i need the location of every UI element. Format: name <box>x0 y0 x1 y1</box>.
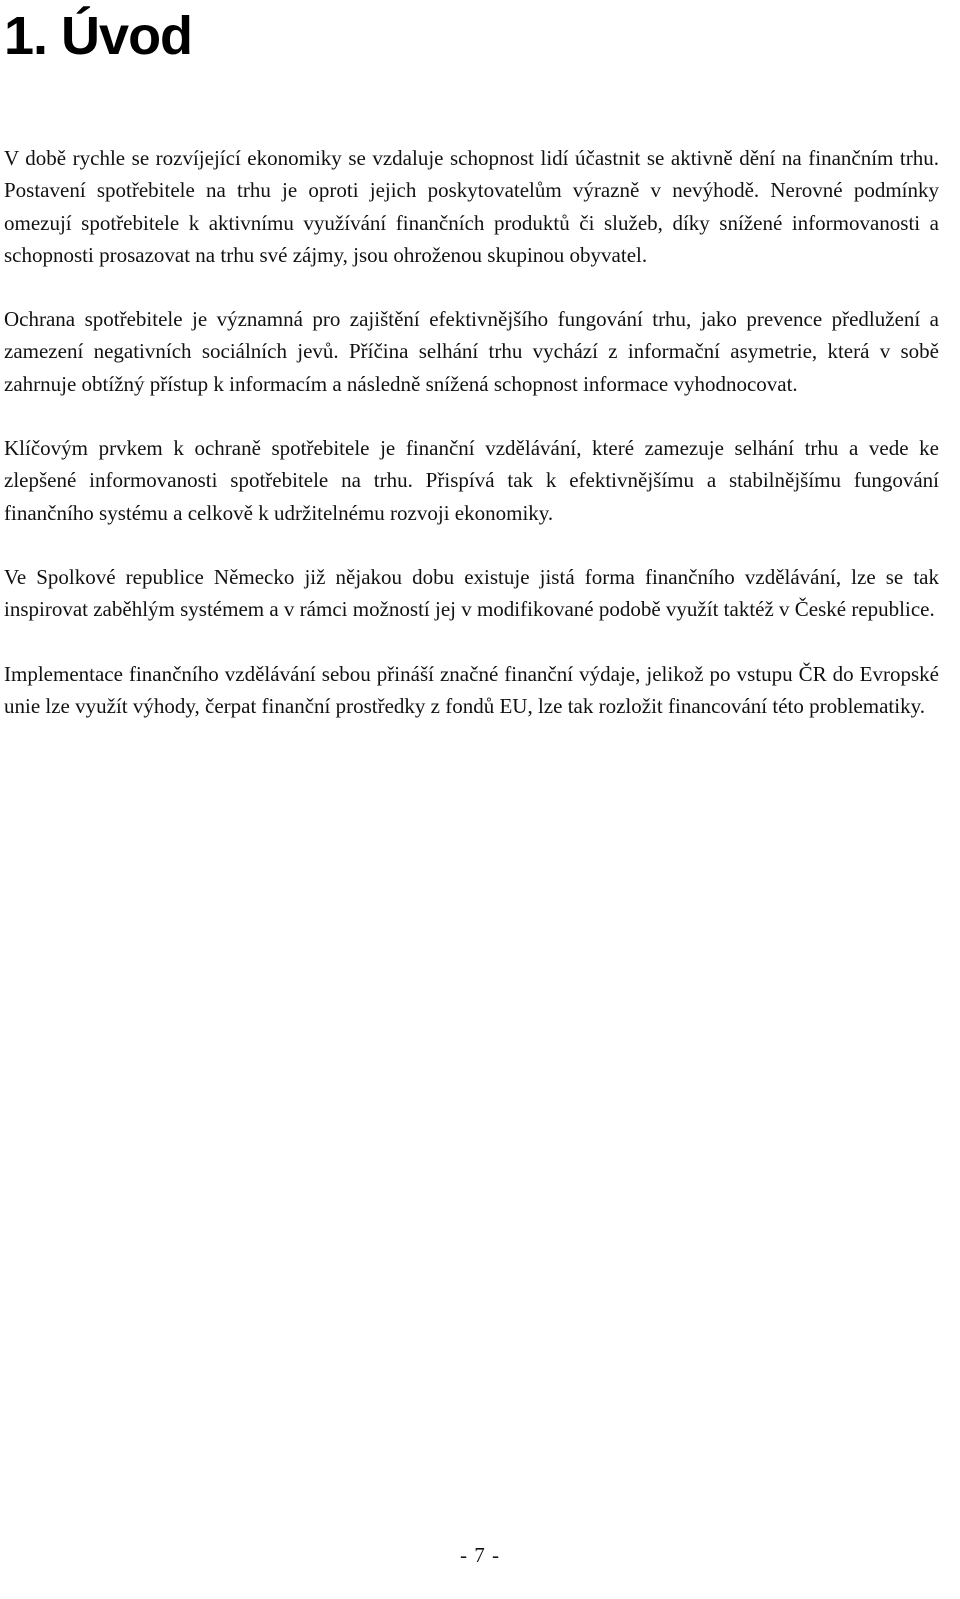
paragraph-4: Ve Spolkové republice Německo již nějakou dobu existuje jistá forma finančního vzdělávání, lze se tak inspirovat zaběhlým systémem a v rámci možností jej v modifikované podobě využít taktéž v České republice. <box>4 564 939 622</box>
paragraph-3: Klíčovým prvkem k ochraně spotřebitele je finanční vzdělávání, které zamezuje selhání trhu a vede ke zlepšené informovanosti spotřebitele na trhu. Přispívá tak k efektivnějšímu a stabilnějšímu fungování finančního systému a celkově k udržitelnému rozvoji ekonomiky. <box>4 436 939 525</box>
paragraph-2: Ochrana spotřebitele je významná pro zajištění efektivnějšího fungování trhu, jako prevence předlužení a zamezení negativních sociálních jevů. Příčina selhání trhu vychází z informační asymetrie, která v sobě zahrnuje obtížný přístup k informacím a následně snížená schopnost informace vyhodnocovat. <box>4 307 939 396</box>
paragraph-5: Implementace finančního vzdělávání sebou přináší značné finanční výdaje, jelikož po vstupu ČR do Evropské unie lze využít výhody, čerpat finanční prostředky z fondů EU, lze tak rozložit financování této problematiky. <box>4 661 939 718</box>
paragraph-1: V době rychle se rozvíjející ekonomiky se vzdaluje schopnost lidí účastnit se aktivně dění na finančním trhu. Postavení spotřebitele na trhu je oproti jejich poskytovatelům výrazně v nevýhodě. Nerovné podmínky omezují spotřebitele k aktivnímu využívání finančních produktů či služeb, díky snížené informovanosti a schopnosti prosazovat na trhu své zájmy, jsou ohroženou skupinou obyvatel. <box>4 146 939 267</box>
chapter-heading: 1. Úvod <box>4 6 193 66</box>
body-text <box>4 142 939 754</box>
page-number: - 7 - <box>460 1543 500 1567</box>
